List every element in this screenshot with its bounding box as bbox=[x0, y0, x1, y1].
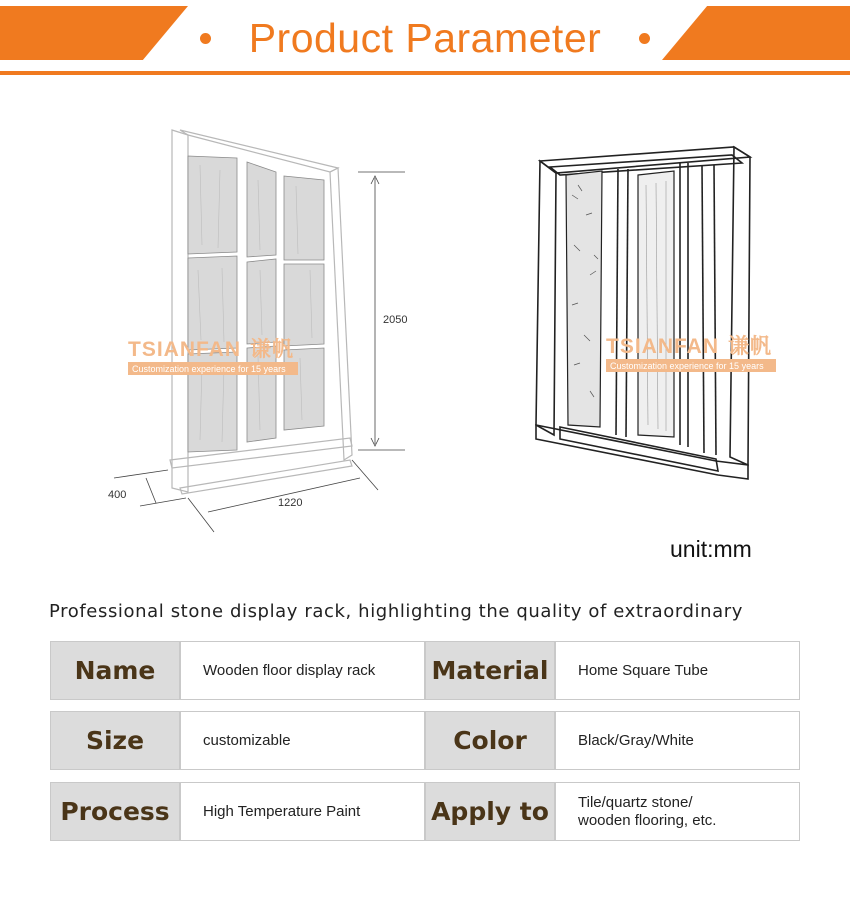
depth-dimension-label: 400 bbox=[108, 489, 127, 501]
banner-title-wrap bbox=[190, 10, 660, 66]
watermark-brand: TSIANFAN bbox=[128, 338, 241, 361]
size-label: Size bbox=[50, 711, 180, 770]
apply-to-value bbox=[555, 782, 800, 841]
material-label: Material bbox=[425, 641, 555, 700]
apply-to-value-line-2: wooden flooring, etc. bbox=[578, 811, 717, 829]
apply-to-value-line-1: Tile/quartz stone/ bbox=[578, 793, 693, 811]
size-value: customizable bbox=[180, 711, 425, 770]
unit-label: unit:mm bbox=[670, 536, 752, 562]
product-tagline: Professional stone display rack, highlighting the quality of extraordinary bbox=[49, 601, 744, 622]
process-label: Process bbox=[50, 782, 180, 841]
watermark-brand-right: TSIANFAN bbox=[606, 335, 719, 358]
watermark-tagline: Customization experience for 15 years bbox=[132, 364, 286, 374]
banner-right-stripe bbox=[662, 6, 850, 60]
color-value: Black/Gray/White bbox=[555, 711, 800, 770]
table-row bbox=[50, 782, 800, 841]
height-dimension-label: 2050 bbox=[383, 314, 408, 326]
material-value: Home Square Tube bbox=[555, 641, 800, 700]
bullet-dot-right-icon bbox=[639, 33, 650, 44]
width-dimension-label: 1220 bbox=[278, 497, 303, 509]
header-banner bbox=[0, 0, 850, 80]
watermark-brand-cn: 谦帆 bbox=[250, 338, 294, 361]
page-title: Product Parameter bbox=[248, 14, 602, 61]
apply-to-label: Apply to bbox=[425, 782, 555, 841]
process-value: High Temperature Paint bbox=[180, 782, 425, 841]
name-value: Wooden floor display rack bbox=[180, 641, 425, 700]
color-label: Color bbox=[425, 711, 555, 770]
rack-dimension-drawing bbox=[100, 120, 430, 540]
name-label: Name bbox=[50, 641, 180, 700]
watermark-tagline-right: Customization experience for 15 years bbox=[610, 361, 764, 371]
watermark-brand-cn-right: 谦帆 bbox=[728, 335, 772, 358]
table-row bbox=[50, 641, 800, 700]
table-row bbox=[50, 711, 800, 770]
banner-rule bbox=[0, 71, 850, 75]
banner-left-stripe bbox=[0, 6, 188, 60]
rack-perspective-sketch bbox=[520, 135, 790, 495]
bullet-dot-left-icon bbox=[200, 33, 211, 44]
